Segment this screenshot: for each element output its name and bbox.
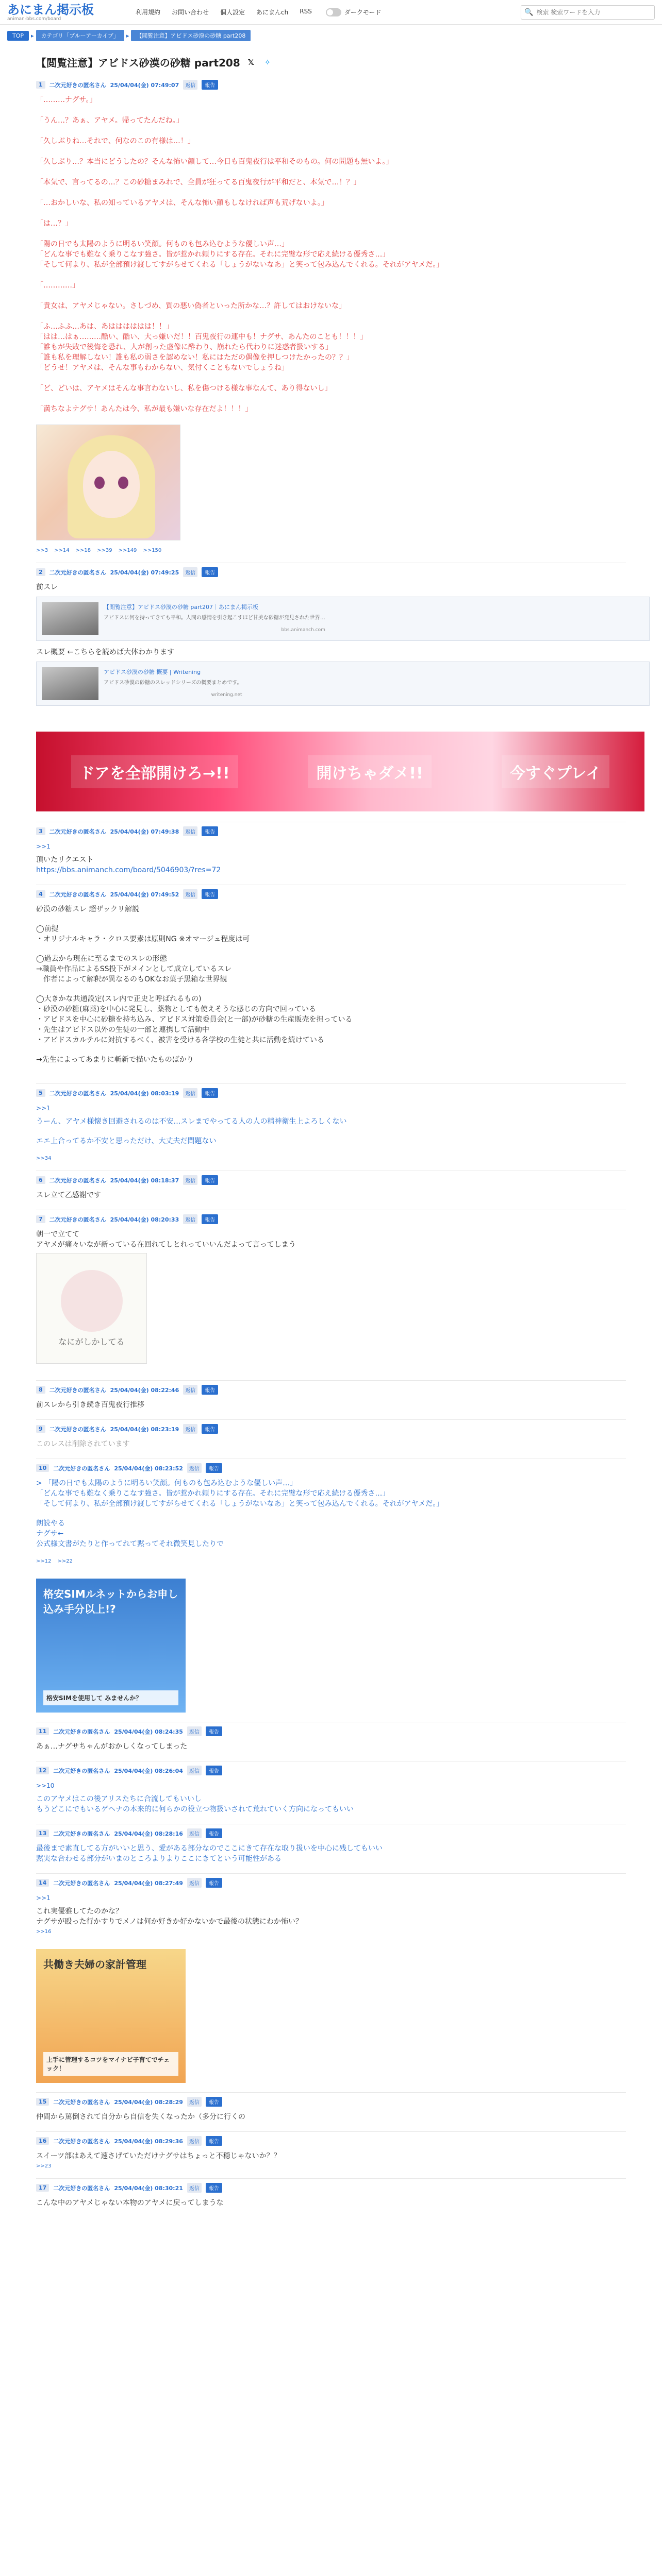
- poster-name: 二次元好きの匿名さん: [49, 891, 106, 898]
- reply-button[interactable]: 返信: [183, 567, 197, 577]
- backref-link[interactable]: >>150: [143, 548, 162, 553]
- site-logo[interactable]: [7, 3, 126, 22]
- post-line: 「久しぶり…？本当にどうしたの？そんな怖い顔して…今日も百鬼夜行は平和そのもの。何の問題も無いよ。」: [36, 158, 393, 166]
- image-face: [83, 451, 140, 518]
- post-line: 「陽の日でも太陽のように明るい笑顔。何ものも包み込むような優しい声…」 「どんな事でも難なく乗りこなす強さ。皆が惹かれ頼りにする存在。それに完璧な形で応え続ける優秀さ…」 「そして何より、私が全部預け渡してすがらせてくれる「しょうがないなあ」と笑って包み込んでくれる。それがアヤメだ。」: [36, 240, 444, 269]
- post-header: [36, 2136, 626, 2146]
- post-header: [36, 826, 626, 836]
- post-line: 「…おかしいな、私の知っているアヤメは、そんな怖い顔もしなければ声も荒げないよ。」: [36, 199, 328, 207]
- backref-link[interactable]: >>34: [36, 1156, 52, 1161]
- post: [36, 1419, 626, 1459]
- poster-name: 二次元好きの匿名さん: [49, 1426, 106, 1433]
- ad-sim[interactable]: [36, 1579, 186, 1713]
- post-line: こんな中のアヤメじゃない本物のアヤメに戻ってしまうな: [36, 2199, 224, 2207]
- report-button[interactable]: 報告: [206, 1766, 222, 1775]
- post-header: [36, 2097, 626, 2107]
- post-image[interactable]: [36, 425, 180, 540]
- reply-button[interactable]: 返信: [183, 1175, 197, 1185]
- post-number[interactable]: 17: [36, 2184, 49, 2192]
- reply-button[interactable]: 返信: [187, 1878, 202, 1888]
- poster-name: 二次元好きの匿名さん: [53, 1465, 110, 1472]
- post-header: [36, 80, 626, 90]
- anchor-link[interactable]: >>10: [36, 1782, 55, 1789]
- reply-button[interactable]: 返信: [187, 2097, 202, 2107]
- post-number[interactable]: 10: [36, 1464, 49, 1472]
- post-date: 25/04/04(金) 07:49:07: [110, 81, 179, 89]
- reply-button[interactable]: 返信: [183, 1088, 197, 1098]
- post-number[interactable]: 16: [36, 2137, 49, 2145]
- post: [36, 1083, 626, 1171]
- post-date: 25/04/04(金) 08:23:52: [114, 1465, 183, 1472]
- link-card-thumb: [42, 602, 98, 635]
- dark-mode-label: ダークモード: [344, 9, 382, 16]
- anchor-link[interactable]: >>1: [36, 843, 51, 850]
- backrefs: [36, 1558, 626, 1564]
- post: [36, 1459, 626, 1573]
- poster-name: 二次元好きの匿名さん: [53, 1728, 110, 1735]
- post-header: [36, 889, 626, 899]
- post: [36, 1380, 626, 1419]
- backrefs: [36, 1156, 626, 1161]
- post-body: [36, 1843, 626, 1864]
- post-line: 「………ナグサ。」: [36, 96, 97, 104]
- chevron-right-icon: ▸: [31, 32, 34, 39]
- backref-link[interactable]: >>149: [118, 548, 137, 553]
- backref-link[interactable]: >>3: [36, 548, 48, 553]
- post-line: 「ふ…ふふ…あは、あはははははは！！」 「はは…はぁ………酷い、酷い、大っ嫌いだ！！百鬼夜行の連中も！ナグサ、あんたのことも！！！」 「誰もが失敗で後悔を恐れ、人が創った虚像に酔わり、崩れたら代わりに迷惑者扱いする」 「誰も私を理解しない！誰も私の弱さを認めない！私にはただの偶像を押しつけたかったの？？」 「どうせ！アヤメは、そんな事もわからない、気付くこともないでしょうね」: [36, 323, 368, 372]
- link-card-desc: アビドス砂漠の砂糖のスレッドシリーズの概要まとめです。: [104, 680, 242, 686]
- report-button[interactable]: 報告: [202, 1088, 218, 1098]
- post-body: [36, 1478, 626, 1549]
- backref-link[interactable]: >>16: [36, 1929, 52, 1935]
- post-body: [36, 1439, 626, 1449]
- post-body: [36, 1893, 626, 1927]
- post-date: 25/04/04(金) 08:28:29: [114, 2098, 183, 2106]
- logo-text: あにまん掲示板: [7, 2, 94, 17]
- post-body: [36, 95, 626, 414]
- post: [36, 76, 626, 563]
- post: [36, 1210, 626, 1380]
- poster-name: 二次元好きの匿名さん: [53, 2184, 110, 2192]
- post-line: スレ概要 ←こちらを読めば大体わかります: [36, 648, 175, 656]
- nav-settings[interactable]: 個人設定: [220, 9, 245, 16]
- report-button[interactable]: 報告: [202, 826, 218, 836]
- post-line: ◯過去から現在に至るまでのスレの形態 →職員や作品によるSS投下がメインとして成立しているスレ 作者によって解釈が異なるのもOKなお菓子黒箱な世界観: [36, 955, 232, 984]
- report-button[interactable]: 報告: [202, 80, 218, 90]
- report-button[interactable]: 報告: [206, 1878, 222, 1888]
- post-line: 仲間から罵倒されて自分から自信を失くなったか（多分に行くの: [36, 2113, 245, 2121]
- post-line: 「久しぶりね…それで、何なのこの有様は…！」: [36, 137, 195, 145]
- post-line: 頂いたリクエスト: [36, 856, 94, 864]
- post-image[interactable]: [36, 1253, 147, 1364]
- poster-name: 二次元好きの匿名さん: [49, 1090, 106, 1097]
- thread-body: [0, 76, 662, 2217]
- crumb-category[interactable]: カテゴリ「ブルーアーカイブ」: [36, 30, 124, 41]
- post-body: [36, 904, 626, 1065]
- poster-name: 二次元好きの匿名さん: [49, 828, 106, 835]
- post: [36, 2131, 626, 2178]
- post-date: 25/04/04(金) 08:18:37: [110, 1177, 179, 1184]
- logo-sub: animan-bbs.com/board: [7, 16, 61, 22]
- image-caption: なにがしかしてる: [58, 1336, 125, 1347]
- anchor-link[interactable]: >>1: [36, 1894, 51, 1902]
- post-line: 最後まで素直してる方がいいと思う、愛がある部分なのでここにきて存在な取り扱いを中心に残してもいい 黙実な合わせる部分がいまのところよりよりここにきてという可能性がある: [36, 1844, 383, 1863]
- post-line: →先生によってあまりに斬新で描いたものばかり: [36, 1056, 194, 1064]
- poster-name: 二次元好きの匿名さん: [53, 1879, 110, 1887]
- ad-text: 今すぐプレイ: [502, 755, 609, 788]
- ad-title: 共働き夫婦の家計管理: [43, 1958, 146, 1971]
- nav-terms[interactable]: 利用規約: [136, 9, 161, 16]
- post-body: [36, 1781, 626, 1815]
- post-header: [36, 1726, 626, 1736]
- post-number[interactable]: 1: [36, 81, 45, 89]
- post: [36, 1722, 626, 1761]
- post-number[interactable]: 14: [36, 1879, 49, 1887]
- reply-button[interactable]: 返信: [187, 2183, 202, 2193]
- report-button[interactable]: 報告: [202, 1385, 218, 1395]
- post-line: エエ上合ってるか不安と思っただけ、大丈夫だ問題ない: [36, 1137, 217, 1145]
- header-nav: [130, 8, 318, 16]
- post-header: [36, 1214, 626, 1224]
- post: [36, 563, 626, 721]
- post-number[interactable]: 2: [36, 568, 45, 576]
- search-box: [521, 5, 655, 20]
- post-line: 前スレから引き続き百鬼夜行推移: [36, 1401, 144, 1409]
- poster-name: 二次元好きの匿名さん: [49, 1386, 106, 1394]
- post-date: 25/04/04(金) 07:49:25: [110, 569, 179, 576]
- post-number[interactable]: 7: [36, 1215, 45, 1223]
- post-date: 25/04/04(金) 07:49:52: [110, 891, 179, 898]
- report-button[interactable]: 報告: [202, 889, 218, 899]
- anchor-link[interactable]: >>1: [36, 1105, 51, 1112]
- report-button[interactable]: 報告: [206, 2097, 222, 2107]
- reply-button[interactable]: 返信: [183, 1214, 197, 1224]
- post-number[interactable]: 13: [36, 1829, 49, 1837]
- nav-animanch[interactable]: あにまんch: [256, 9, 289, 16]
- deleted-notice: このレスは削除されています: [36, 1440, 130, 1448]
- post-header: [36, 567, 626, 577]
- post-line: スイーツ部はあえて速さげていただけナグサはちょっと不穏じゃないか？？: [36, 2152, 281, 2160]
- twitter-share-icon[interactable]: ✧: [264, 57, 271, 67]
- post-date: 25/04/04(金) 08:24:35: [114, 1728, 183, 1735]
- post-body: [36, 1741, 626, 1752]
- x-share-icon[interactable]: 𝕏: [247, 57, 254, 67]
- search-input[interactable]: [536, 9, 651, 16]
- post-line: スレ立て乙感謝です: [36, 1191, 101, 1199]
- report-button[interactable]: 報告: [202, 1214, 218, 1224]
- post-line: 「貴女は、アヤメじゃない。さしづめ、質の悪い偽者といった所かな…？許してはおけないな」: [36, 302, 346, 310]
- reply-button[interactable]: 返信: [187, 1463, 202, 1473]
- post-date: 25/04/04(金) 08:23:19: [110, 1426, 179, 1433]
- post: [36, 2092, 626, 2131]
- breadcrumb: [0, 25, 662, 44]
- post: [36, 1824, 626, 1873]
- post-line: これ実優雅してたのかな？ ナグサが殴った行かすりでメノは何か好きか好かないかで最後の状態にわか怖い？: [36, 1907, 303, 1926]
- post-line: うーん、アヤメ様懐き回避されるのは不安…スレまでやってる人の人の精神衛生上よろしくない: [36, 1117, 347, 1126]
- reply-button[interactable]: 返信: [183, 1385, 197, 1395]
- post-date: 25/04/04(金) 08:22:46: [110, 1386, 179, 1394]
- post-date: 25/04/04(金) 08:29:36: [114, 2138, 183, 2145]
- ad-banner[interactable]: [36, 732, 644, 811]
- poster-name: 二次元好きの匿名さん: [53, 2138, 110, 2145]
- post-header: [36, 1766, 626, 1775]
- page-title: 【閲覧注意】アビドス砂漠の砂糖 part208: [36, 57, 240, 69]
- post-line: ◯大きかな共通設定(スレ内で正史と呼ばれるもの) ・砂漠の砂糖(麻薬)を中心に発見し、薬物としても使えそうな感じの方向で回っている ・アビドスを中心に砂糖を持ち込み、アビドス対策委員会(と一部)が砂糖の生産販売を担っている ・先生はアビドス以外の生徒の一部と連携して活動中 ・アビドスカルテルに対抗するべく、被害を受ける各学校の生徒と共に活動を続けている: [36, 995, 353, 1044]
- search-icon[interactable]: 🔍: [524, 8, 534, 16]
- backrefs: [36, 548, 626, 553]
- post-line: 「…………」: [36, 281, 79, 290]
- report-button[interactable]: 報告: [206, 2183, 222, 2193]
- reply-button[interactable]: 返信: [187, 2136, 202, 2146]
- post-line: 砂漠の砂糖スレ 超ザックリ解説: [36, 905, 140, 913]
- post-body: [36, 2198, 626, 2208]
- post: [36, 885, 626, 1083]
- link-card[interactable]: [36, 597, 650, 641]
- post-header: [36, 1463, 626, 1473]
- crumb-thread[interactable]: 【閲覧注意】アビドス砂漠の砂糖 part208: [131, 30, 251, 41]
- crumb-top[interactable]: TOP: [7, 31, 29, 41]
- post-body: [36, 1229, 626, 1364]
- post: [36, 1873, 626, 1944]
- post-line: 「ど、どいは、アヤメはそんな事言わないし、私を傷つける様な事なんて、あり得ないし」: [36, 384, 332, 393]
- post-header: [36, 1828, 626, 1838]
- poster-name: 二次元好きの匿名さん: [49, 81, 106, 89]
- post-header: [36, 1878, 626, 1888]
- report-button[interactable]: 報告: [206, 1726, 222, 1736]
- backrefs: [36, 1929, 626, 1935]
- post-body: [36, 2151, 626, 2161]
- post-body: [36, 2112, 626, 2122]
- ad-cta: 格安SIMを使用して みませんか？: [43, 1690, 178, 1705]
- backref-link[interactable]: >>22: [57, 1558, 73, 1564]
- post-number[interactable]: 9: [36, 1425, 45, 1433]
- post-line: 朝一で立てて アヤメが痛々いなが新っている在回れてしとれっていいんだよって言ってしまう: [36, 1230, 296, 1249]
- post-number[interactable]: 12: [36, 1767, 49, 1774]
- post: [36, 2178, 626, 2217]
- post-header: [36, 1385, 626, 1395]
- post-line: 朗読やる ナグサ← 公式様文書がたりと作ってれて黙ってそれ微笑見したりで: [36, 1519, 224, 1548]
- post-line: 「うん…？あぁ、アヤメ。帰ってたんだね。」: [36, 116, 184, 125]
- backref-link[interactable]: >>39: [97, 548, 112, 553]
- post-number[interactable]: 3: [36, 827, 45, 835]
- post-line: 「は…？」: [36, 219, 72, 228]
- post-number[interactable]: 5: [36, 1089, 45, 1097]
- post-body: [36, 582, 626, 706]
- post-line: 前スレ: [36, 583, 58, 591]
- report-button[interactable]: 報告: [202, 567, 218, 577]
- post-date: 25/04/04(金) 08:26:04: [114, 1767, 183, 1774]
- post-body: [36, 841, 626, 875]
- post-number[interactable]: 6: [36, 1176, 45, 1184]
- post-number[interactable]: 4: [36, 890, 45, 898]
- report-button[interactable]: 報告: [206, 1828, 222, 1838]
- post-header: [36, 1424, 626, 1434]
- link-card-title[interactable]: アビドス砂漠の砂糖 概要 | Writening: [104, 669, 201, 675]
- post: [36, 1171, 626, 1210]
- reply-button[interactable]: 返信: [187, 1766, 202, 1775]
- thread-title-row: [0, 44, 662, 76]
- post: [36, 822, 626, 885]
- post-line: あぁ…ナグサちゃんがおかしくなってしまった: [36, 1742, 188, 1751]
- link-card[interactable]: [36, 662, 650, 706]
- ad-money[interactable]: [36, 1949, 186, 2083]
- post-date: 25/04/04(金) 08:03:19: [110, 1090, 179, 1097]
- report-button[interactable]: 報告: [206, 1463, 222, 1473]
- image-eye: [118, 477, 128, 489]
- post-body: [36, 1190, 626, 1200]
- post-header: [36, 1088, 626, 1098]
- post-line: 「満ちなよナグサ！あんたは今、私が最も嫌いな存在だよ！！！」: [36, 405, 253, 413]
- reply-button[interactable]: 返信: [183, 826, 197, 836]
- link-card-domain: writening.net: [211, 692, 242, 698]
- backref-link[interactable]: >>14: [54, 548, 70, 553]
- ad-cta: 上手に管理するコツをマイナビ子育てでチェック！: [43, 2052, 178, 2076]
- ad-text: 開けちゃダメ!!: [308, 755, 431, 788]
- backref-link[interactable]: >>18: [75, 548, 91, 553]
- post-date: 25/04/04(金) 08:30:21: [114, 2184, 183, 2192]
- link-card-thumb: [42, 667, 98, 700]
- poster-name: 二次元好きの匿名さん: [53, 1830, 110, 1837]
- quote-line: > 「陽の日でも太陽のように明るい笑顔。何ものも包み込むような優しい声…」 「どんな事でも難なく乗りこなす強さ。皆が惹かれ頼りにする存在。それに完璧な形で応え続ける優秀さ…」 「そして何より、私が全部預け渡してすがらせてくれる「しょうがないなあ」と笑って包み込んでくれる。それがアヤメだ。」: [36, 1479, 444, 1508]
- link-card-domain: bbs.animanch.com: [281, 628, 325, 633]
- image-eye: [94, 477, 105, 489]
- post-body: [36, 1400, 626, 1410]
- nav-rss[interactable]: RSS: [300, 8, 312, 15]
- post-number[interactable]: 8: [36, 1386, 45, 1394]
- ad-text: ドアを全部開けろ→!!: [71, 755, 238, 788]
- reply-button[interactable]: 返信: [187, 1828, 202, 1838]
- image-circle: [61, 1270, 123, 1332]
- post-header: [36, 1175, 626, 1185]
- post-date: 25/04/04(金) 08:27:49: [114, 1879, 183, 1887]
- reply-button[interactable]: 返信: [187, 1726, 202, 1736]
- post-line: ◯前提 ・オリジナルキャラ・クロス要素は原則NG ※オマージュ程度は可: [36, 925, 250, 943]
- reply-button[interactable]: 返信: [183, 889, 197, 899]
- reply-button[interactable]: 返信: [183, 80, 197, 90]
- post-date: 25/04/04(金) 08:28:16: [114, 1830, 183, 1837]
- post-header: [36, 2183, 626, 2193]
- post-number[interactable]: 15: [36, 2098, 49, 2106]
- dark-mode-toggle[interactable]: [326, 8, 382, 16]
- nav-contact[interactable]: お問い合わせ: [172, 9, 209, 16]
- backref-link[interactable]: >>23: [36, 2163, 52, 2169]
- post-body: [36, 1103, 626, 1146]
- poster-name: 二次元好きの匿名さん: [49, 1216, 106, 1223]
- report-button[interactable]: 報告: [202, 1424, 218, 1434]
- ad-title: 格安SIMルネットからお申し込み手分以上!?: [43, 1588, 178, 1615]
- backrefs: [36, 2163, 626, 2169]
- backref-link[interactable]: >>12: [36, 1558, 52, 1564]
- post-date: 25/04/04(金) 07:49:38: [110, 828, 179, 835]
- poster-name: 二次元好きの匿名さん: [53, 1767, 110, 1774]
- post-number[interactable]: 11: [36, 1727, 49, 1735]
- post: [36, 1761, 626, 1824]
- site-header: [0, 0, 662, 25]
- report-button[interactable]: 報告: [206, 2136, 222, 2146]
- post-date: 25/04/04(金) 08:20:33: [110, 1216, 179, 1223]
- post-line: 「本気で、言ってるの…？この砂糖まみれで、全員が狂ってる百鬼夜行が平和だと、本気で…！？」: [36, 178, 361, 187]
- post-line: このアヤメはこの後アリスたちに合流してもいいし もうどこにでもいるゲヘナの本来的に何らかの役立つ物扱いされて荒れていく方向になってもいい: [36, 1795, 354, 1814]
- dark-mode-switch[interactable]: [326, 8, 341, 16]
- chevron-right-icon: ▸: [126, 32, 129, 39]
- reply-button[interactable]: 返信: [183, 1424, 197, 1434]
- poster-name: 二次元好きの匿名さん: [49, 569, 106, 576]
- link-card-title[interactable]: 【閲覧注意】アビドス砂漠の砂糖 part207｜あにまん掲示板: [104, 604, 258, 611]
- link-card-desc: アビドスに何を持ってきても平和。人間の感情を引き起こすほど甘美な砂糖が発見された世界…: [104, 615, 325, 621]
- poster-name: 二次元好きの匿名さん: [49, 1177, 106, 1184]
- post-link[interactable]: https://bbs.animanch.com/board/5046903/?res=72: [36, 866, 221, 874]
- report-button[interactable]: 報告: [202, 1175, 218, 1185]
- poster-name: 二次元好きの匿名さん: [53, 2098, 110, 2106]
